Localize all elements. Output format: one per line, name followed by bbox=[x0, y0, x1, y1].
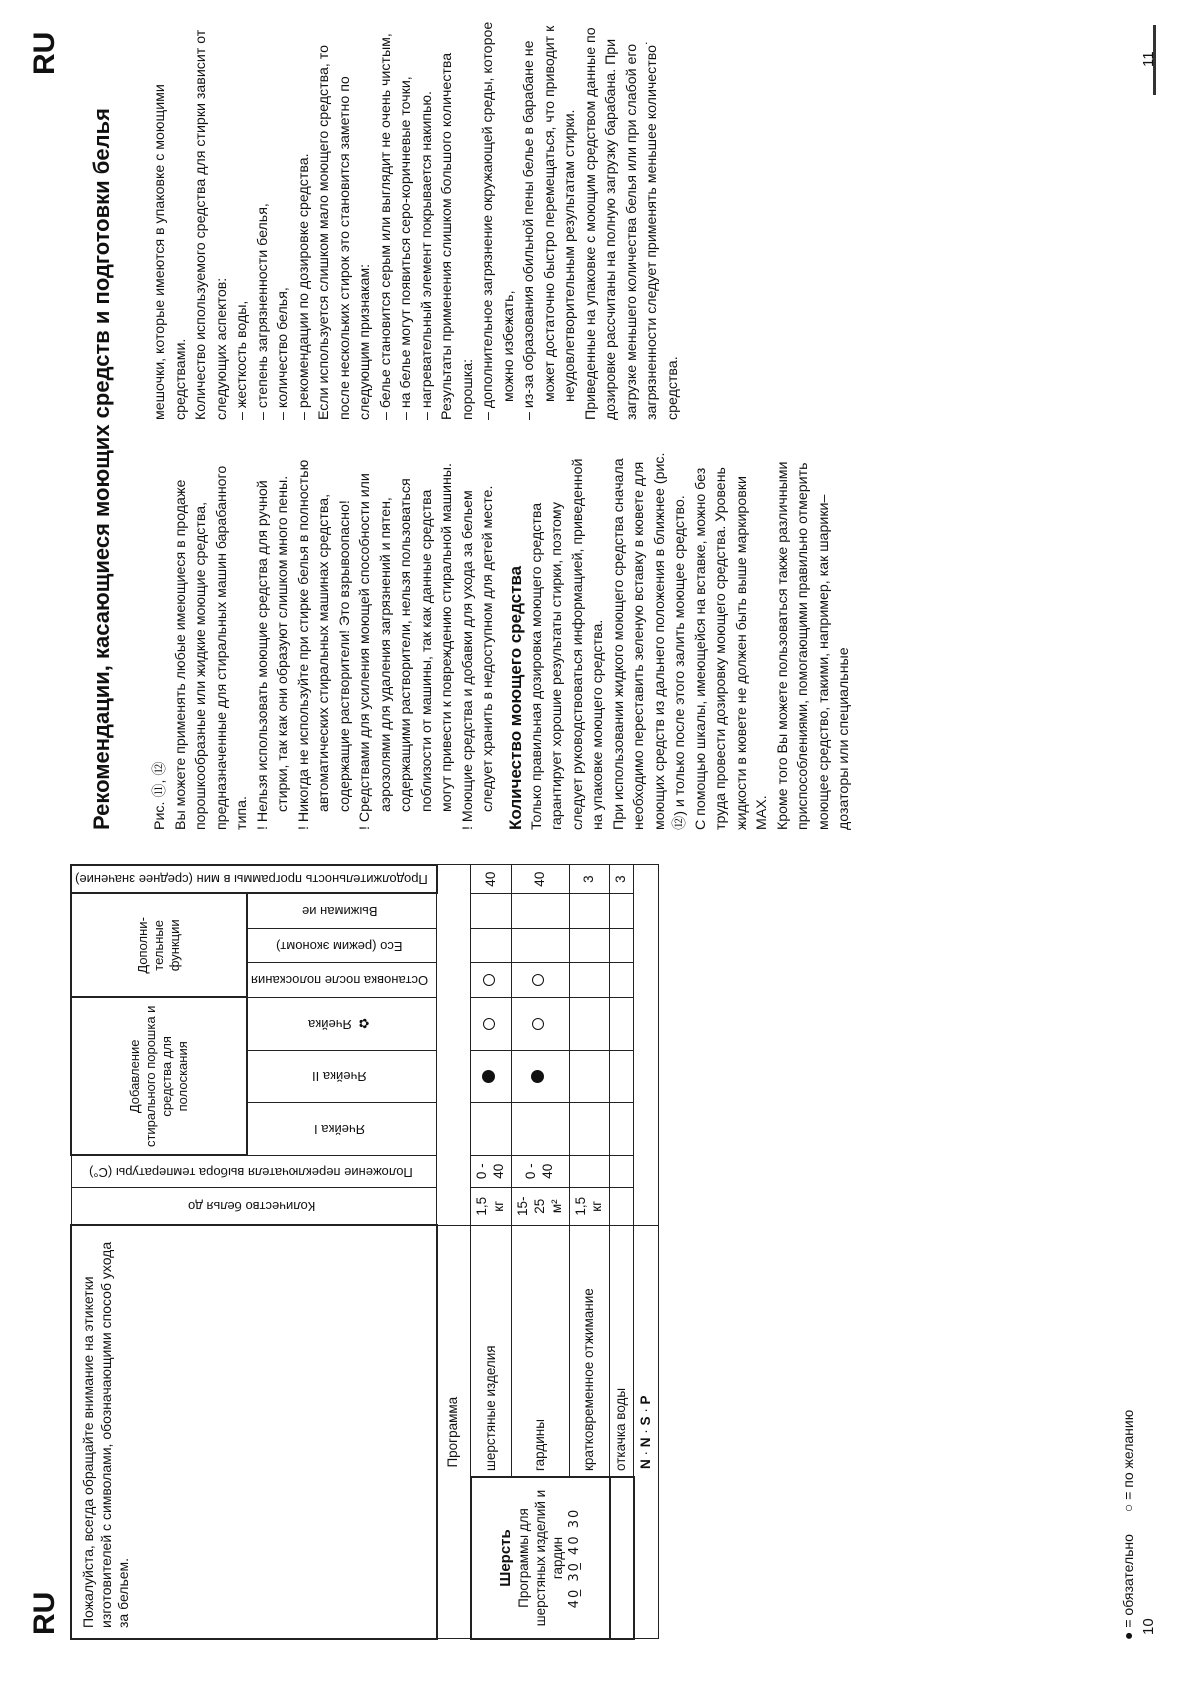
header-cell-1: Ячейка I bbox=[247, 1103, 436, 1156]
program-duration: 3 bbox=[610, 865, 634, 893]
header-no-spin: Выжиман ие bbox=[247, 893, 436, 928]
wool-title: Шерсть bbox=[497, 1529, 515, 1587]
paragraph: Приведенные на упаковке с моющим средством данные по дозировке рассчитаны на полную загрузку барабана. При загрузке меньшего количества белья или при слабой его загрязненности следует применять меньшее количество˙ средства. bbox=[582, 27, 681, 420]
warning-item: ! Нельзя использовать моющие средства для ручной стирки, так как они образуют слишком много пены. bbox=[254, 475, 291, 830]
no-spin-mark bbox=[471, 893, 512, 928]
list-item: – дополнительное загрязнение окружающей среды, которое можно избежать, bbox=[480, 21, 517, 420]
text-column-1 bbox=[150, 450, 855, 830]
paragraph: С помощью шкалы, имеющейся на вставке, можно без труда провести дозировку моющего средства. Уровень жидкости в кювете не должен быть выше маркировки MAX. bbox=[692, 467, 770, 830]
optional-ring-icon bbox=[483, 1018, 495, 1030]
list-item: – жесткость воды, bbox=[234, 300, 250, 420]
header-load: Количество белья до bbox=[71, 1187, 437, 1225]
program-duration: 40 bbox=[471, 865, 512, 893]
paragraph: мешочки, которые имеются в упаковке с моющими средствами. bbox=[152, 84, 189, 420]
list-item: – белье становится серым или выглядит не очень чистым, bbox=[377, 33, 394, 420]
table-header-row bbox=[71, 865, 247, 1639]
paragraph: При использовании жидкого моющего средства сначала необходимо переставить зеленую вставку в кювете для моющих средств из дальнего положения в ближнее (рис. ⑫) и только после этого залить моющее средство. bbox=[610, 452, 688, 830]
wool-subtitle: Программы для шерстяных изделий и гардин bbox=[516, 1489, 565, 1627]
required-dot-icon bbox=[531, 1070, 544, 1083]
header-group-detergent: Добавление стирального порошка и средства для полоскания bbox=[71, 997, 247, 1155]
header-cell-2: Ячейка II bbox=[247, 1050, 436, 1103]
cell-2-mark bbox=[511, 1050, 569, 1103]
paragraph: Количество используемого средства для стирки зависит от следующих аспектов: bbox=[193, 29, 230, 420]
program-load: 15-25 м² bbox=[511, 1187, 569, 1225]
program-load: 1,5 кг bbox=[569, 1187, 610, 1225]
program-table bbox=[70, 864, 659, 1640]
softener-mark bbox=[511, 997, 569, 1050]
list-item: – нагревательный элемент покрывается накипью. bbox=[418, 91, 435, 420]
program-code: N bbox=[637, 1459, 653, 1469]
program-name: гардины bbox=[511, 1225, 569, 1477]
program-temp: 0 - 40 bbox=[511, 1155, 569, 1187]
program-temp bbox=[569, 1155, 610, 1187]
paragraph: Результаты применения слишком большого количества порошка: bbox=[439, 52, 476, 420]
program-name: откачка воды bbox=[610, 1225, 634, 1477]
no-spin-mark bbox=[511, 893, 569, 928]
header-temperature: Положение переключателя выбора температуры (C°) bbox=[71, 1155, 437, 1187]
paragraph: Вы можете применять любые имеющиеся в продаже порошкообразные или жидкие моющие средства, предназначенные для стиральных машин барабанного типа. bbox=[172, 465, 250, 830]
optional-ring-icon bbox=[532, 1018, 544, 1030]
list-item: – рекомендации по дозировке средства. bbox=[295, 153, 312, 420]
table-row-codes bbox=[634, 865, 658, 1639]
header-rinse-stop: Остановка после полоскания bbox=[247, 963, 436, 997]
program-code: S bbox=[637, 1416, 653, 1426]
program-duration: 3 bbox=[569, 865, 610, 893]
cell-1-mark bbox=[471, 1103, 512, 1156]
program-codes: N · N · S · P bbox=[634, 1225, 658, 1639]
page-number-left: 10 bbox=[1140, 1618, 1157, 1635]
cell-1-mark bbox=[511, 1103, 569, 1156]
table-row bbox=[471, 865, 512, 1639]
eco-mark bbox=[471, 928, 512, 962]
table-row bbox=[610, 865, 634, 1639]
program-code: N bbox=[637, 1437, 653, 1448]
list-item: – степень загрязненности белья, bbox=[254, 203, 271, 420]
list-item: – количество белья, bbox=[275, 287, 291, 420]
warning-item: ! Никогда не используйте при стирке белья в полностью автоматических стиральных машинах средства, содержащие растворители! Это взрывоопасно! bbox=[295, 459, 353, 830]
paragraph: Кроме того Вы можете пользоваться также различными приспособлениями, помогающими правильно отмерить моющее средство, такими, например, как шарики–дозаторы или специальные bbox=[774, 461, 852, 830]
paragraph: Если используется слишком мало моющего средства, то после нескольких стирок это становится заметно по следующим признакам: bbox=[316, 45, 373, 420]
wool-program-group bbox=[471, 1477, 610, 1639]
program-temp: 0 - 40 bbox=[471, 1155, 512, 1187]
softener-mark bbox=[471, 997, 512, 1050]
rinse-stop-mark bbox=[511, 963, 569, 997]
legend-required: ● = обязательно bbox=[1120, 1534, 1136, 1640]
eco-mark bbox=[511, 928, 569, 962]
language-label-right: RU bbox=[28, 31, 61, 75]
program-name: кратковременное отжимание bbox=[569, 1225, 610, 1477]
header-eco: Eco (режим экономт) bbox=[247, 928, 436, 962]
rinse-stop-mark bbox=[471, 963, 512, 997]
page-number-right: 11 bbox=[1140, 51, 1157, 67]
table-legend bbox=[1120, 1392, 1136, 1640]
header-cell-softener: ✿ Ячейка bbox=[247, 997, 436, 1050]
page-title: Рекомендации, касающиеся моющих средств и подготовки белья bbox=[89, 108, 114, 830]
program-duration: 40 bbox=[511, 865, 569, 893]
legend-optional: ○ = по желанию bbox=[1120, 1409, 1136, 1513]
optional-ring-icon bbox=[483, 974, 495, 986]
header-duration: Продолжительность программы в мин (среднее значение) bbox=[71, 865, 437, 893]
table-row bbox=[437, 865, 471, 1639]
language-label-left: RU bbox=[28, 1591, 61, 1635]
care-symbols-icon: 40̲ 30̲ 40 30 bbox=[566, 1507, 582, 1609]
warning-item: ! Средствами для усиления моющей способности или аэрозолями для удаления загрязнений и пятен, содержащими растворители, нельзя пользоваться поблизости от машины, так как данные средства могут привести к повреждению стиральной машины. bbox=[357, 463, 455, 830]
section-heading: Количество моющего средства bbox=[505, 565, 525, 830]
text-column-2 bbox=[150, 20, 683, 420]
figure-reference: Рис. ⑪, ⑫ bbox=[152, 761, 168, 830]
care-label-note: Пожалуйста, всегда обращайте внимание на этикетки изготовителей с символами, обозначающими способ ухода за бельем. bbox=[71, 1225, 437, 1639]
list-item: – на белье могут появиться серо-коричневые точки, bbox=[398, 76, 414, 420]
optional-ring-icon bbox=[532, 974, 544, 986]
cell-2-mark bbox=[471, 1050, 512, 1103]
required-dot-icon bbox=[482, 1070, 495, 1083]
header-group-extra-functions: Дополни-тельные функции bbox=[71, 893, 247, 997]
header-program: Программа bbox=[437, 1225, 471, 1639]
program-load: 1,5 кг bbox=[471, 1187, 512, 1225]
warning-item: ! Моющие средства и добавки для ухода за бельем следует хранить в недоступном для детей месте. bbox=[459, 485, 496, 830]
list-item: – из-за образования обильной пены белье в барабане не может достаточно быстро перемещаться, что приводит к неудовлетворительным результатам стирки. bbox=[521, 25, 578, 420]
paragraph: Только правильная дозировка моющего средства гарантирует хорошие результаты стирки, поэтому следует руководствоваться информацией, приведенной на упаковке моющего средства. bbox=[528, 458, 606, 830]
spacer bbox=[437, 865, 471, 1225]
program-code: P bbox=[637, 1395, 653, 1405]
program-name: шерстяные изделия bbox=[471, 1225, 512, 1477]
